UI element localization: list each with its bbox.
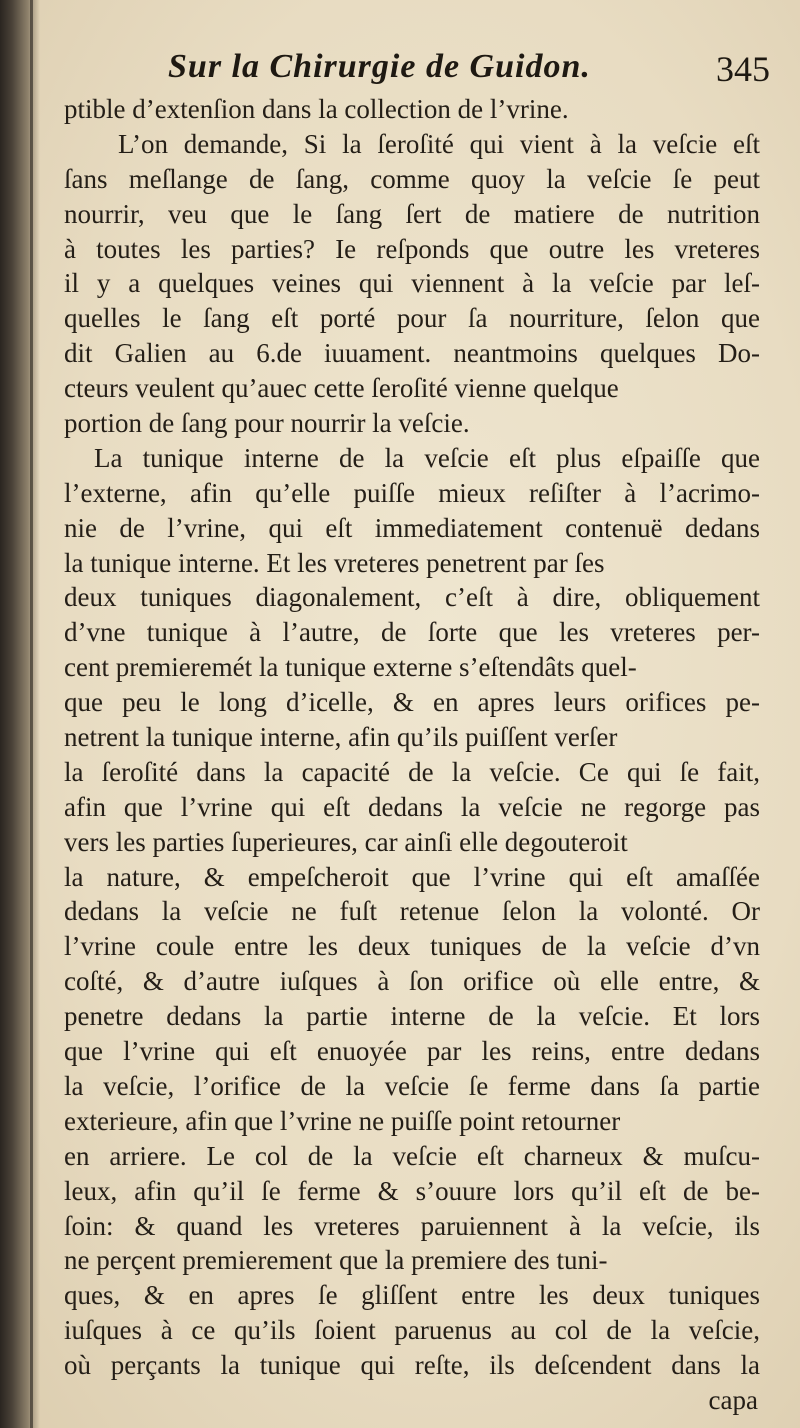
text-line: cent premieremét la tunique externe s’eſtendâts quel- [64,652,637,683]
text-line: que peu le long d’icelle, & en apres leurs orifices pe- [64,687,760,718]
binding-edge [30,0,33,1428]
text-line: portion de ſang pour nourrir la veſcie. [64,408,470,439]
running-head-title: Sur la Chirurgie de Guidon. [168,48,591,85]
text-line: coſté, & d’autre iuſques à ſon orifice où elle entre, & [64,966,760,997]
text-line: nourrir, veu que le ſang ſert de matiere de nutrition [64,198,760,229]
text-line: iuſques à ce qu’ils ſoient paruenus au col de la veſcie, [64,1315,760,1346]
text-line: L’on demande, Si la ſeroſité qui vient à la veſcie eſt [118,128,760,159]
text-line: La tunique interne de la veſcie eſt plus eſpaiſſe que [94,442,760,473]
text-line: d’vne tunique à l’autre, de ſorte que les vreteres per- [64,617,760,648]
text-line: la tunique interne. Et les vreteres penetrent par ſes [64,547,605,578]
text-line: l’vrine coule entre les deux tuniques de la veſcie d’vn [64,931,760,962]
text-line: ſans meſlange de ſang, comme quoy la veſcie ſe peut [64,163,760,194]
text-line: exterieure, afin que l’vrine ne puiſſe point retourner [64,1105,621,1136]
text-line: où perçants la tunique qui reſte, ils deſcendent dans la [64,1350,761,1381]
text-line: à toutes les parties? Ie reſponds que outre les vreteres [64,233,760,264]
text-line: deux tuniques diagonalement, c’eſt à dire, obliquement [64,582,760,613]
running-head [168,48,770,94]
text-line: quelles le ſang eſt porté pour ſa nourriture, ſelon que [64,303,760,334]
text-line: leux, afin qu’il ſe ferme & s’ouure lors qu’il eſt de be- [64,1175,760,1206]
binding-gutter-shadow [0,0,40,1428]
text-line: il y a quelques veines qui viennent à la veſcie par leſ- [64,268,760,299]
text-line: la veſcie, l’orifice de la veſcie ſe ferme dans ſa partie [64,1070,760,1101]
text-line: l’externe, afin qu’elle puiſſe mieux reſiſter à l’acrimo- [64,477,760,508]
text-line: ques, & en apres ſe gliſſent entre les deux tuniques [64,1280,760,1311]
page-number: 345 [716,49,770,89]
catchword: capa [708,1384,758,1415]
body-text [64,92,760,1418]
text-line: la nature, & empeſcheroit que l’vrine qui eſt amaſſée [64,861,760,892]
text-line: dit Galien au 6.de iuuament. neantmoins quelques Do- [64,338,761,369]
text-line: cteurs veulent qu’auec cette ſeroſité vienne quelque [64,373,619,404]
text-line: netrent la tunique interne, afin qu’ils puiſſent verſer [64,722,618,753]
text-line: vers les parties ſuperieures, car ainſi elle degouteroit [64,826,628,857]
text-line: dedans la veſcie ne fuſt retenue ſelon la volonté. Or [64,896,760,927]
text-line: nie de l’vrine, qui eſt immediatement contenuë dedans [64,512,760,543]
text-line: que l’vrine qui eſt enuoyée par les reins, entre dedans [64,1036,761,1067]
text-line: afin que l’vrine qui eſt dedans la veſcie ne regorge pas [64,791,760,822]
text-line: en arriere. Le col de la veſcie eſt charneux & muſcu- [64,1140,760,1171]
text-line: ne perçent premierement que la premiere des tuni- [64,1245,608,1276]
text-line: ſoin: & quand les vreteres paruiennent à la veſcie, ils [64,1210,760,1241]
text-line: ptible d’extenſion dans la collection de l’vrine. [64,94,569,124]
text-line: la ſeroſité dans la capacité de la veſcie. Ce qui ſe fait, [64,756,761,787]
text-line: penetre dedans la partie interne de la veſcie. Et lors [64,1001,760,1032]
